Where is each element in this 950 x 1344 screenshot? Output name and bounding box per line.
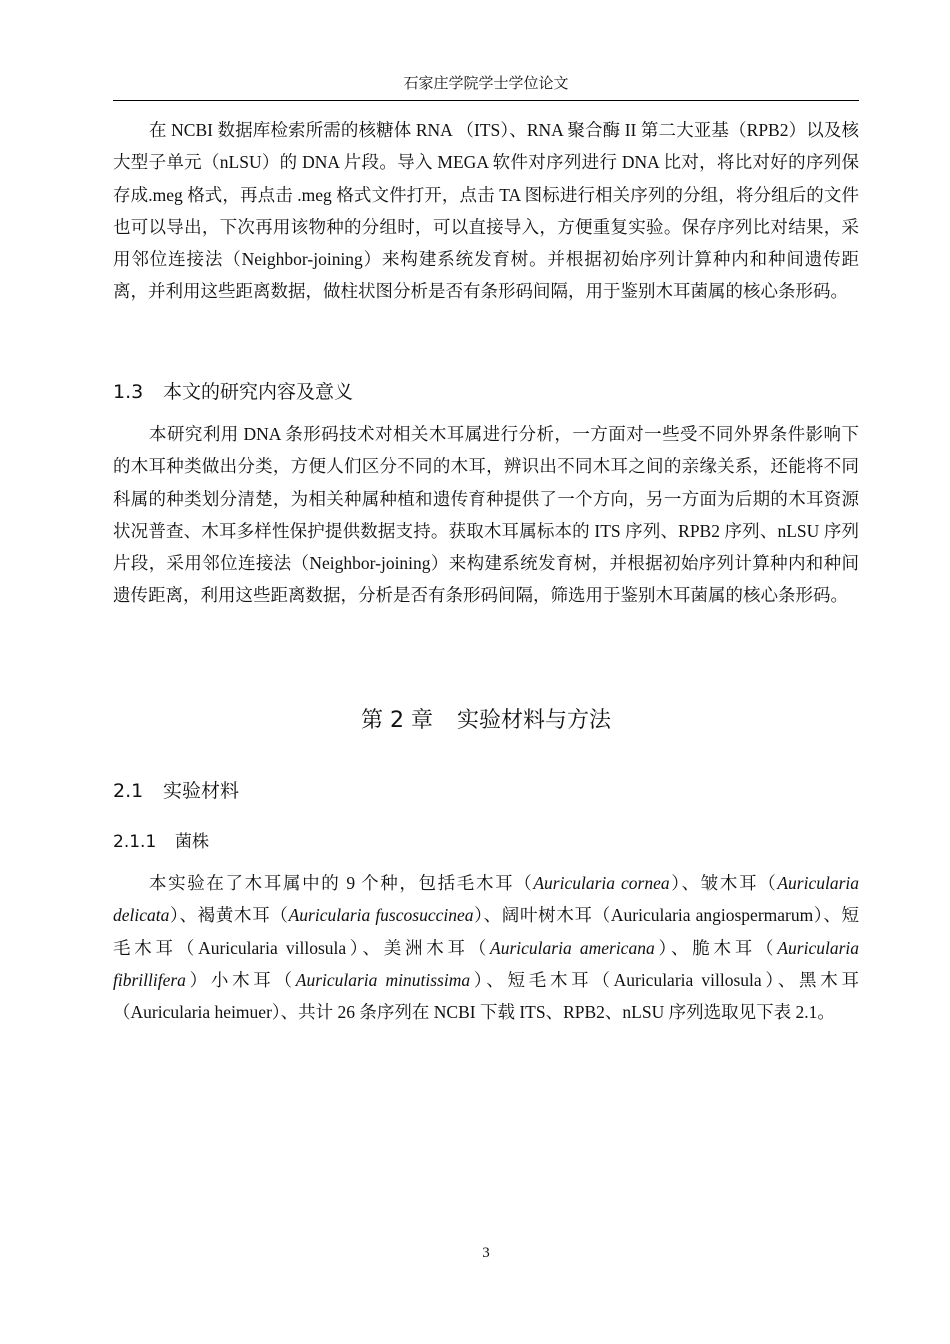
section-1-3-paragraph: 本研究利用 DNA 条形码技术对相关木耳属进行分析，一方面对一些受不同外界条件影响下的木耳种类做出分类，方便人们区分不同的木耳，辨识出不同木耳之间的亲缘关系，还能将不同科属的种类划分清楚，为相关种属种植和遗传育种提供了一个方向，另一方面为后期的木耳资源状况普查、木耳多样性保护提供数据支持。获取木耳属标本的 ITS 序列、RPB2 序列、nLSU 序列片段，采用邻位连接法（Neighbor-joining）来构建系统发育树，并根据初始序列计算种内和种间遗传距离，利用这些距离数据，分析是否有条形码间隔，筛选用于鉴别木耳菌属的核心条形码。 (113, 424, 859, 606)
text-run: ）、脆木耳（ (654, 937, 778, 958)
section-number: 2.1 (113, 780, 144, 802)
text-run: 本实验在了木耳属中的 9 个种，包括毛木耳（ (149, 873, 534, 893)
page-number: 3 (482, 1245, 490, 1261)
page-header: 石家庄学院学士学位论文 (403, 76, 569, 92)
chapter-title: 实验材料与方法 (456, 708, 611, 733)
subsection-number: 2.1.1 (113, 832, 157, 852)
text-run: ）、短毛木耳（Auricularia villosula）、黑木耳（Auricularia heimuer）、共计 26 条序列在 NCBI 下载 ITS、RPB2、nLSU 序列选取见下表 2.1。 (113, 969, 859, 1023)
species-name: Auricularia minutissima (295, 969, 471, 990)
species-name: Auricularia fibrillifera (113, 937, 859, 990)
header-divider (113, 100, 859, 101)
intro-paragraph: 在 NCBI 数据库检索所需的核糖体 RNA （ITS）、RNA 聚合酶 II 第二大亚基（RPB2）以及核大型子单元（nLSU）的 DNA 片段。导入 MEGA 软件对序列进行 DNA 比对，将比对好的序列保存成.meg 格式，再点击 .meg 格式文件打开，点击 TA 图标进行相关序列的分组，将分组后的文件也可以导出，下次再用该物种的分组时，可以直接导入，方便重复实验。保存序列比对结果，采用邻位连接法（Neighbor-joining）来构建系统发育树。并根据初始序列计算种内和种间遗传距离，并利用这些距离数据，做柱状图分析是否有条形码间隔，用于鉴别木耳菌属的核心条形码。 (113, 120, 859, 302)
text-run: ）小木耳（ (185, 969, 296, 990)
species-name: Auricularia cornea (533, 873, 670, 893)
species-name: Auricularia delicata (113, 873, 860, 926)
species-name: Auricularia americana (490, 937, 655, 958)
text-run: ）、褐黄木耳（ (169, 905, 289, 926)
section-2-1-1-paragraph (113, 867, 859, 1028)
section-2-1-heading (113, 777, 239, 805)
chapter-number: 第 2 章 (361, 708, 433, 733)
section-title: 实验材料 (163, 780, 240, 802)
section-1-3-heading (113, 378, 353, 406)
section-2-1-1-heading (113, 829, 209, 855)
text-run: ）、皱木耳（ (669, 873, 778, 893)
section-title: 本文的研究内容及意义 (163, 381, 354, 403)
section-number: 1.3 (113, 381, 144, 403)
text-run: ）、阔叶树木耳（Auricularia angiospermarum）、短毛木耳（Auricularia villosula）、美洲木耳（ (113, 905, 860, 958)
chapter-2-heading (113, 705, 859, 737)
species-name: Auricularia fuscosuccinea (288, 905, 474, 926)
subsection-title: 菌株 (175, 832, 209, 852)
